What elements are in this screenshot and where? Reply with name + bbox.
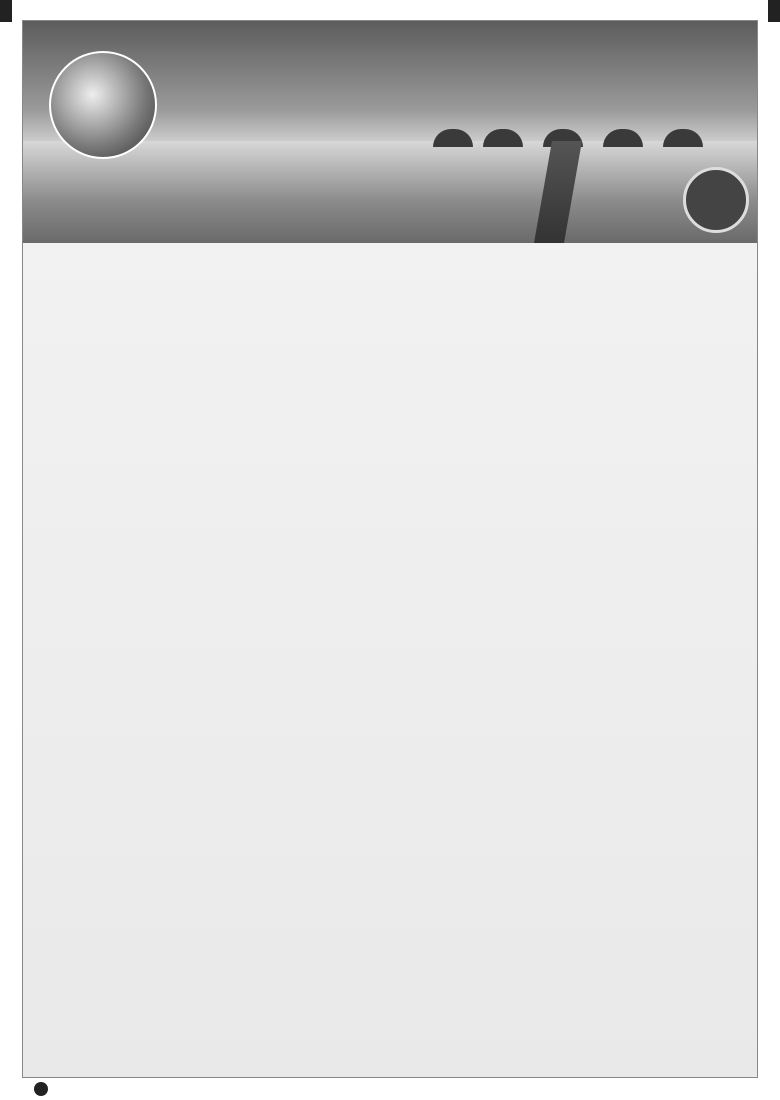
ad-tag-right bbox=[768, 0, 780, 22]
banner bbox=[23, 21, 758, 243]
ad-tag-left bbox=[0, 0, 12, 22]
brand-badge bbox=[683, 167, 749, 233]
red-circle-icon bbox=[34, 1082, 48, 1096]
sea-image bbox=[23, 141, 758, 243]
advert-page bbox=[22, 20, 758, 1078]
page-footer bbox=[22, 1082, 54, 1096]
brand-logo-icon bbox=[49, 51, 157, 159]
